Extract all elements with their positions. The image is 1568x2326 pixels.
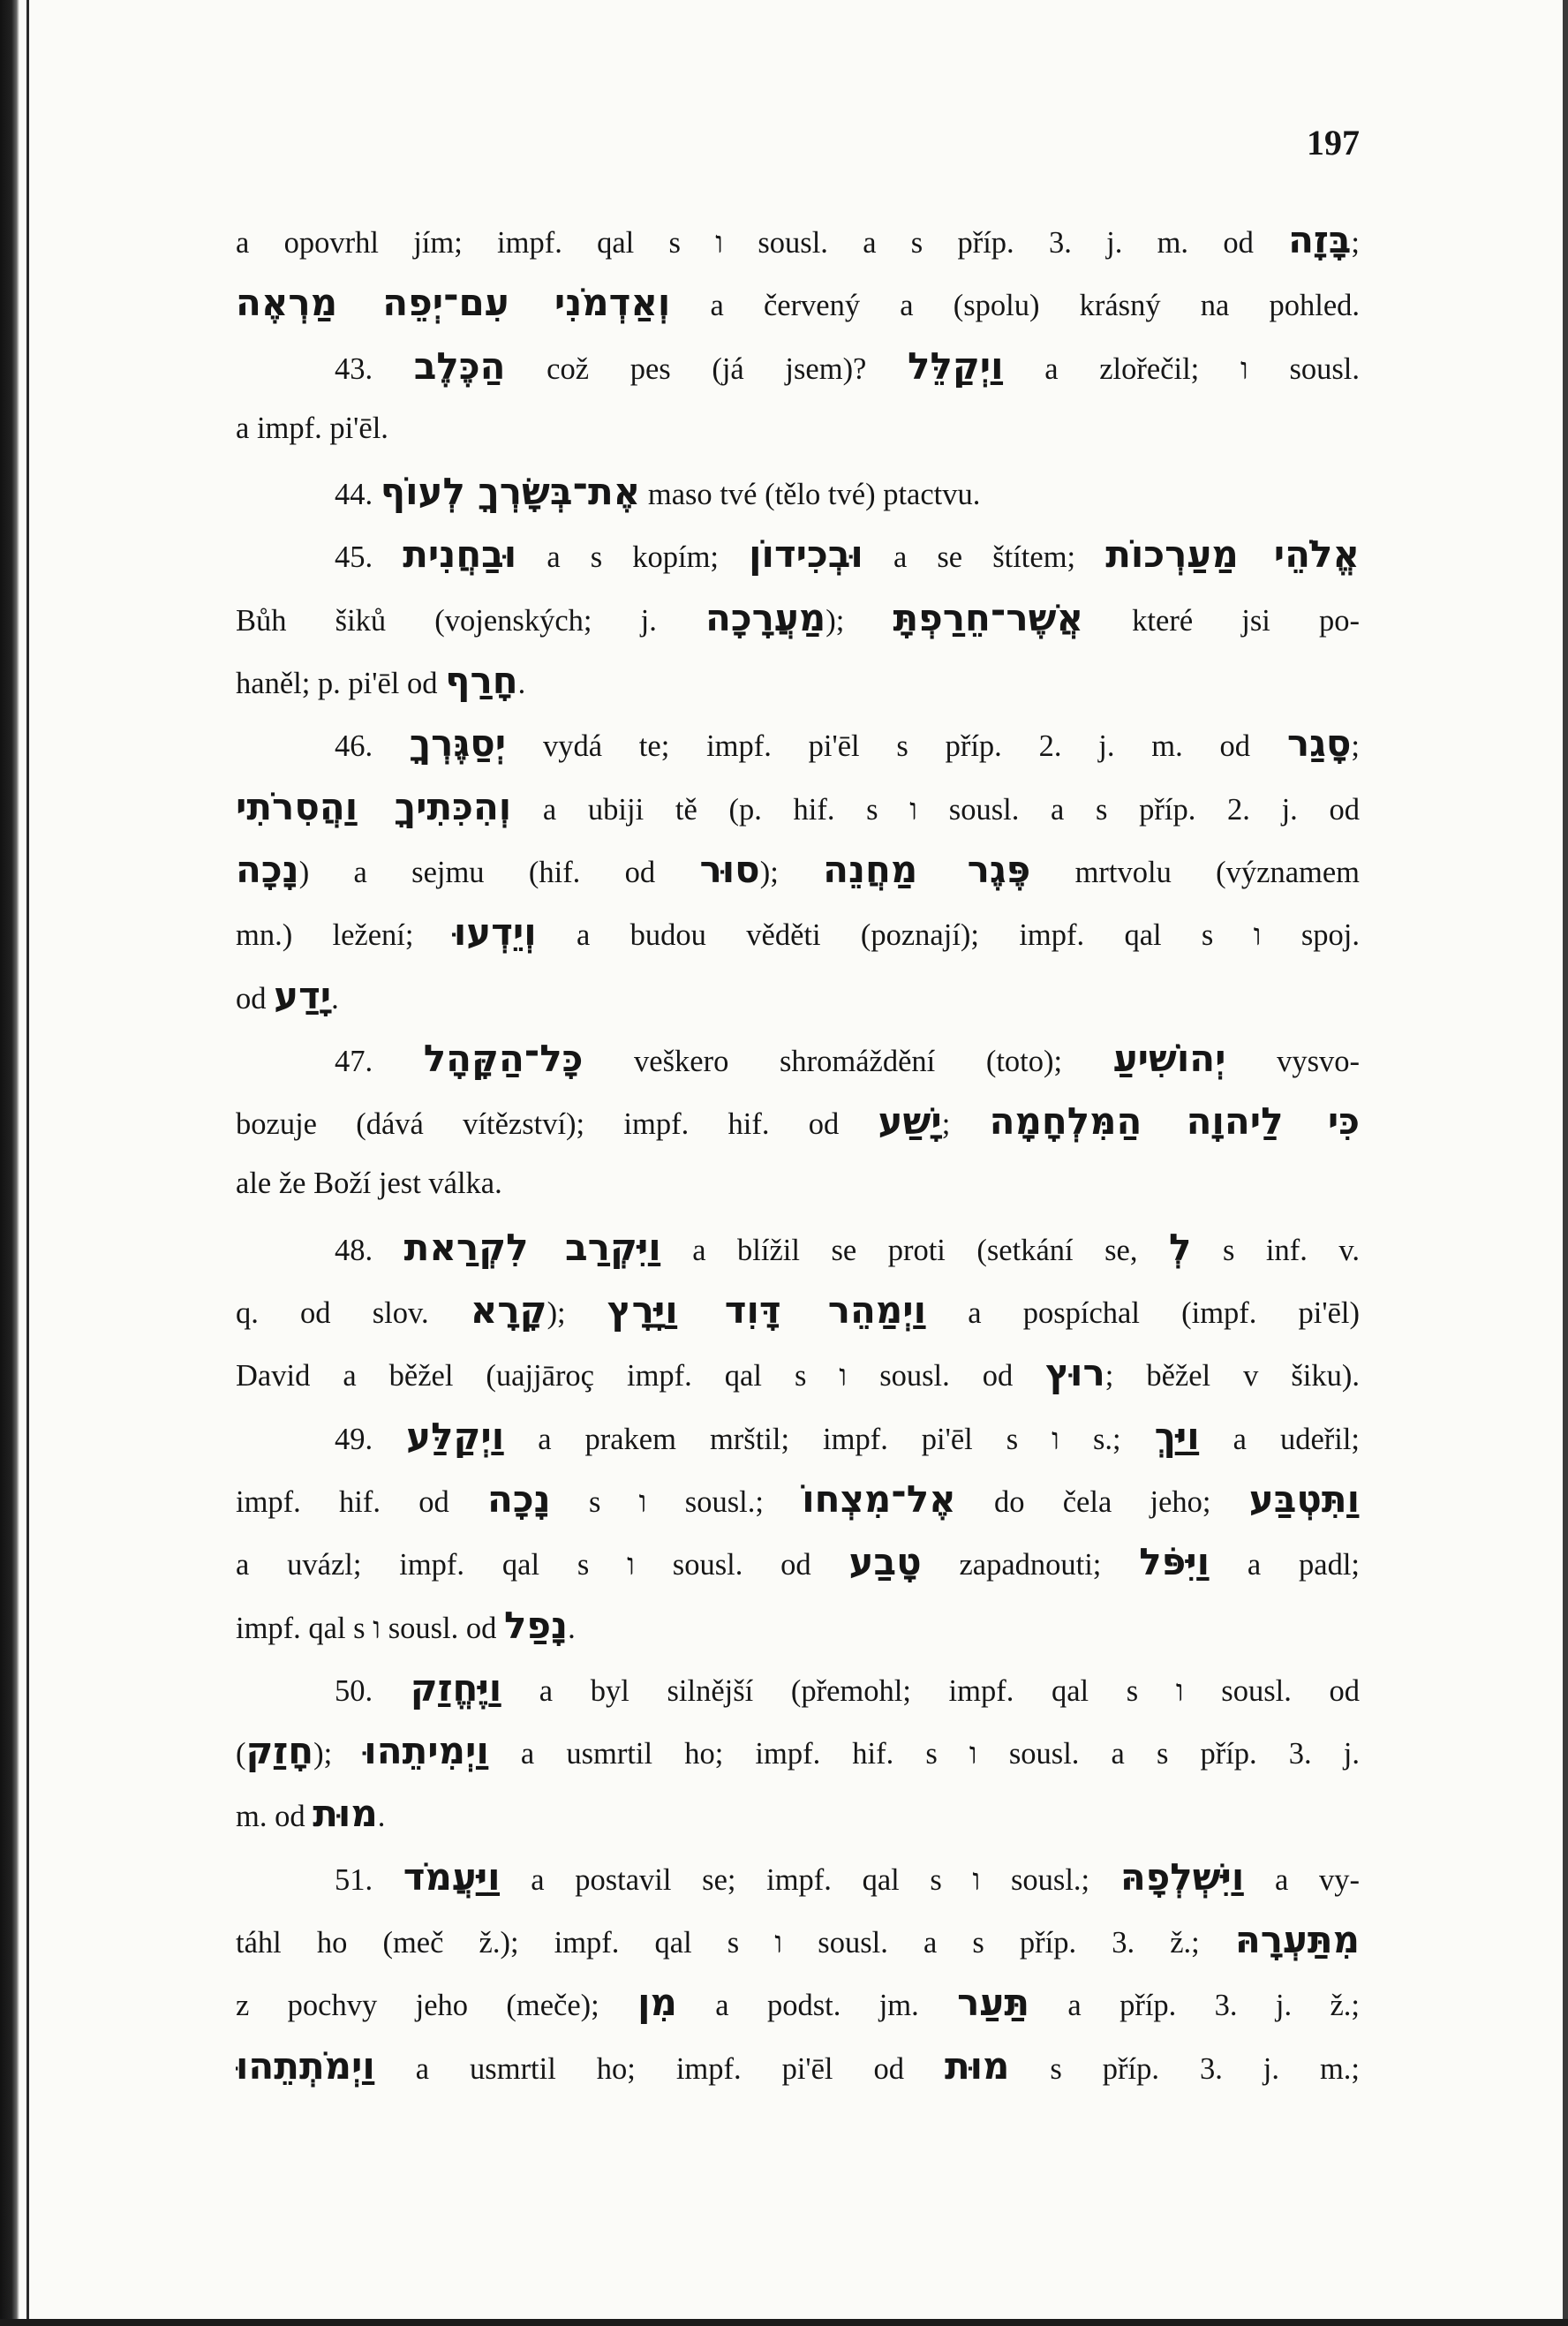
hebrew-word: וְיֵדְעוּ (453, 910, 537, 955)
text-line (236, 460, 1360, 523)
czech-text: mn.) ležení; (236, 918, 454, 953)
hebrew-word: אֲשֶׁר־חֵרַפְתָּ (893, 595, 1084, 639)
text-line (236, 1341, 1360, 1404)
czech-text: 44. (335, 478, 381, 512)
czech-text: 49. (335, 1422, 407, 1456)
hebrew-word: יְהוֹשִׁיעַ (1112, 1036, 1226, 1080)
czech-text: 47. (335, 1044, 424, 1078)
hebrew-word: חָרַף (445, 659, 518, 703)
hebrew-word: אֶת־בְּשָׂרְךָ לְעוֹף (380, 470, 641, 514)
czech-text: ; (1351, 729, 1360, 764)
czech-text: ; běžel v šiku). (1104, 1359, 1360, 1393)
czech-text: z pochvy jeho (meče); (236, 1989, 638, 2023)
czech-text: 46. (335, 729, 410, 764)
czech-text: . (377, 1800, 386, 1834)
hebrew-word: וְאַדְמֹנִי עִם־יְפֵה מַרְאֶה (236, 281, 671, 325)
hebrew-word: וּבְכִידוֹן (749, 532, 863, 577)
text-line (236, 901, 1360, 963)
czech-text: ) a sejmu (hif. od (298, 855, 700, 889)
book-spine-shadow (0, 0, 19, 2326)
czech-text: veškero shromáždění (toto); (583, 1044, 1113, 1078)
hebrew-word: לְ (1169, 1225, 1192, 1269)
hebrew-word: מִתַּעְרָהּ (1234, 1918, 1360, 1962)
czech-text: od (236, 981, 275, 1016)
czech-text: 43. (335, 351, 414, 386)
czech-text: do čela jeho; (955, 1484, 1249, 1519)
czech-text: s příp. 3. j. m.; (1009, 2051, 1360, 2086)
czech-text: a udeřil; (1199, 1422, 1360, 1456)
czech-text: . (517, 667, 526, 701)
czech-text: zapadnouti; (921, 1548, 1140, 1582)
czech-text: a prakem mrštil; impf. pi'ēl s ו s.; (504, 1422, 1155, 1456)
text-line (236, 2035, 1360, 2097)
czech-text: a byl silnější (přemohl; impf. qal s ו sousl. od (501, 1673, 1360, 1708)
text-line (236, 1908, 1360, 1971)
czech-text: a impf. pi'ēl. (236, 411, 388, 445)
hebrew-word: כָּל־הַקָּהָל (423, 1036, 584, 1080)
czech-text: ; (941, 1107, 990, 1142)
text-line (236, 1782, 1360, 1845)
hebrew-word: חָזַק (245, 1729, 314, 1773)
hebrew-word: נָכָה (236, 847, 299, 891)
czech-text: a budou věděti (poznají); impf. qal s ו spoj. (536, 918, 1360, 953)
hebrew-word: סָגַר (1286, 721, 1352, 766)
czech-text: a podst. jm. (676, 1989, 958, 2023)
text-line (236, 1216, 1360, 1279)
czech-text: a příp. 3. j. ž.; (1029, 1989, 1360, 2023)
text-line (236, 964, 1360, 1027)
czech-text: ( (236, 1737, 246, 1771)
czech-text: a uvázl; impf. qal s ו sousl. od (236, 1548, 849, 1582)
hebrew-word: אֱלֹהֵי מַעַרְכוֹת (1105, 532, 1360, 577)
hebrew-word: וַיִּפֹּל (1139, 1540, 1210, 1584)
text-line (236, 335, 1360, 397)
hebrew-word: יָדַע (274, 973, 332, 1017)
czech-text: a s kopím; (516, 540, 750, 575)
czech-text: 51. (335, 1862, 403, 1897)
hebrew-word: וַיְקַלַּע (406, 1414, 505, 1458)
czech-text: q. od slov. (236, 1296, 471, 1331)
text-line (236, 523, 1360, 585)
czech-text: vydá te; impf. pi'ēl s příp. 2. j. m. od (506, 729, 1287, 764)
text-line (236, 586, 1360, 649)
hebrew-word: וַיְקַלֵּל (908, 344, 1004, 388)
text-line (236, 649, 1360, 712)
text-line (236, 1027, 1360, 1090)
czech-text: a postavil se; impf. qal s ו sousl.; (500, 1862, 1120, 1897)
page-right-edge (1563, 0, 1568, 2326)
czech-text: ); (825, 603, 893, 638)
text-line (236, 1405, 1360, 1468)
hebrew-word: וַיַּעֲמֹד (403, 1854, 501, 1899)
czech-text: s inf. v. (1191, 1233, 1360, 1267)
czech-text: táhl ho (meč ž.); impf. qal s ו sousl. a s příp. 3. ž.; (236, 1926, 1235, 1960)
czech-text: 48. (335, 1233, 404, 1267)
czech-text: ); (759, 855, 824, 889)
hebrew-word: וַיִּקְרַב לִקְרַאת (403, 1225, 661, 1269)
hebrew-word: מַעֲרָכָה (705, 595, 826, 639)
czech-text: které jsi po- (1083, 603, 1360, 638)
text-line (236, 271, 1360, 334)
czech-text: a usmrtil ho; impf. pi'ēl od (374, 2051, 945, 2086)
czech-text: a červený a (spolu) krásný na pohled. (670, 289, 1360, 323)
text-line (236, 1279, 1360, 1341)
hebrew-word: טָבַע (848, 1540, 922, 1584)
hebrew-word: וַיְמֹתְתֵהוּ (236, 2043, 375, 2088)
text-line (236, 1719, 1360, 1782)
czech-text: což pes (já jsem)? (505, 351, 908, 386)
czech-text: Bůh šiků (vojenských; j. (236, 603, 705, 638)
czech-text: a blížil se proti (setkání se, (660, 1233, 1169, 1267)
hebrew-word: וַתִּטְבַּע (1248, 1476, 1360, 1521)
text-line (236, 1468, 1360, 1530)
hebrew-word: מוּת (944, 2043, 1010, 2088)
hebrew-word: סוּר (699, 847, 760, 891)
text-line (236, 712, 1360, 774)
hebrew-word: יְסַגֶּרְךָ (409, 721, 507, 766)
czech-text: a usmrtil ho; impf. hif. s ו sousl. a s příp. 3. j. (488, 1737, 1360, 1771)
czech-text: a padl; (1210, 1548, 1360, 1582)
hebrew-word: הַכֶּלֶב (413, 344, 506, 388)
hebrew-word: כִּי לַיהוָה הַמִּלְחָמָה (989, 1099, 1360, 1144)
text-line (236, 1530, 1360, 1593)
hebrew-word: אֶל־מִצְחוֹ (802, 1476, 956, 1521)
text-line (236, 1971, 1360, 2034)
czech-text: mrtvolu (významem (1030, 855, 1360, 889)
czech-text: s ו sousl.; (550, 1484, 803, 1519)
czech-text: 45. (335, 540, 403, 575)
hebrew-word: וְהִכִּתִיךָ וַהֲסִרֹתִי (236, 784, 512, 828)
text-line (236, 1846, 1360, 1908)
text-line (236, 1152, 1360, 1215)
czech-text: a vy- (1244, 1862, 1360, 1897)
text-line (236, 838, 1360, 901)
hebrew-word: וַיַּךְ (1154, 1414, 1200, 1458)
hebrew-word: פֶּגֶר מַחֲנֵה (823, 847, 1031, 891)
czech-text: vysvo- (1225, 1044, 1360, 1078)
czech-text: impf. qal s ו sousl. od (236, 1611, 504, 1645)
text-line (236, 397, 1360, 460)
hebrew-word: נָכָה (487, 1476, 551, 1521)
hebrew-word: וַיֶּחֱזַק (410, 1665, 502, 1710)
hebrew-word: רוּץ (1045, 1351, 1105, 1395)
page-bottom-edge (0, 2319, 1568, 2326)
czech-text: a se štítem; (863, 540, 1106, 575)
hebrew-word: וַיְמִיתֵהוּ (364, 1729, 489, 1773)
czech-text: 50. (335, 1673, 411, 1708)
czech-text: ; (1351, 226, 1360, 260)
czech-text: haněl; p. pi'ēl od (236, 667, 446, 701)
czech-text: a ubiji tě (p. hif. s ו sousl. a s příp. 2. j. od (511, 792, 1360, 827)
czech-text: maso tvé (tělo tvé) ptactvu. (640, 478, 981, 512)
text-line (236, 1594, 1360, 1657)
hebrew-word: קָרָא (470, 1288, 547, 1333)
hebrew-word: בָּזָה (1288, 218, 1352, 261)
czech-text: impf. hif. od (236, 1484, 488, 1519)
hebrew-word: וּבַחֲנִית (403, 532, 517, 577)
czech-text: a pospíchal (impf. pi'ēl) (926, 1296, 1360, 1331)
czech-text: a opovrhl jím; impf. qal s ו sousl. a s příp. 3. j. m. od (236, 226, 1289, 260)
hebrew-word: מוּת (313, 1792, 378, 1836)
czech-text: bozuje (dává vítězství); impf. hif. od (236, 1107, 878, 1142)
czech-text: . (331, 981, 339, 1016)
page-number: 197 (1307, 123, 1360, 162)
text-line (236, 775, 1360, 838)
czech-text: a zlořečil; ו sousl. (1003, 351, 1360, 386)
hebrew-word: תַּעַר (957, 1981, 1030, 2025)
text-line (236, 208, 1360, 271)
hebrew-word: מִן (637, 1981, 677, 2025)
czech-text: David a běžel (uajjāroç impf. qal s ו sousl. od (236, 1359, 1046, 1393)
gutter-line (26, 0, 29, 2326)
hebrew-word: וַיִּשְׁלְפָהּ (1119, 1854, 1245, 1899)
hebrew-word: יָשַׁע (878, 1099, 942, 1144)
czech-text: ); (313, 1737, 365, 1771)
text-line (236, 1657, 1360, 1719)
czech-text: m. od (236, 1800, 313, 1834)
page-body-text (236, 208, 1360, 2097)
hebrew-word: וַיְמַהֵר דָּוִד וַיָּרָץ (607, 1288, 927, 1333)
hebrew-word: נָפַל (504, 1603, 569, 1647)
text-line (236, 1090, 1360, 1152)
czech-text: ); (547, 1296, 607, 1331)
czech-text: ale že Boží jest válka. (236, 1167, 502, 1201)
czech-text: . (568, 1611, 576, 1645)
